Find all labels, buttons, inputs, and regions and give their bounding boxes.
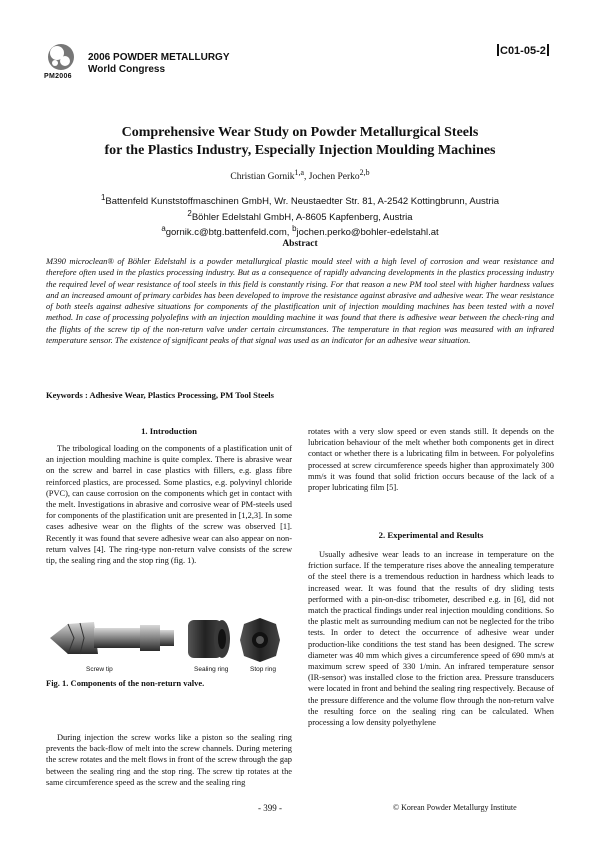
label-sealing-ring: Sealing ring — [194, 666, 229, 673]
paper-code: C01-05-2 — [496, 44, 550, 57]
intro-paragraph-2: During injection the screw works like a piston so the sealing ring prevents the back-flow of melt into the screw channels. During metering the screw rotates and the melt flows in front of the screw through the gap between the sealing ring and the stop ring. The screw tip rotates at the same circumference speed as the screw and the sealing ring — [46, 733, 292, 787]
abstract-text: M390 microclean® of Böhler Edelstahl is a powder metallurgical plastic mould steel with a high level of corrosion and wear resistance and therefore often used in the plastics processing industry. But as a consequence of rapidly advancing developments in the plastics processing industry the required level of wear resistance of tool steels in this field is constantly rising. For that reason a new PM tool steel with higher hardness values and an increased amount of primary carbides has been developed to improve the resistance against abrasive and adhesive wear. The wear resistance of both steels against adhesive situations for components of the plastification unit of injection moulding machines has been tested with a novel method. In case of processing polyolefins with an injection moulding machine it was found that there is adhesive wear between the check-ring and the flights of the screw tip of the non-return valve under certain circumstances. The temperature in that region was measured with an infrared temperature sensor. The existence of significant peaks of that signal was used as an indicator for an adhesive wear situation. — [46, 256, 554, 346]
label-screw-tip: Screw tip — [86, 666, 113, 673]
abstract-heading: Abstract — [282, 239, 318, 249]
label-stop-ring: Stop ring — [250, 666, 277, 673]
authors: Christian Gornik$^{1,a}$, Jochen Perko$^{2,b}$ — [230, 168, 370, 183]
figure-non-return-valve — [46, 608, 292, 670]
paper-title: Comprehensive Wear Study on Powder Metallurgical Steels for the Plastics Industry, Especially Injection Moulding Machines — [104, 125, 496, 158]
section-heading-experimental: 2. Experimental and Results — [378, 530, 484, 540]
conference-name: 2006 POWDER METALLURGY World Congress — [88, 52, 230, 75]
experimental-paragraph-1: Usually adhesive wear leads to an increase in temperature on the friction surface. If the temperature rises above the annealing temperature of the steel there is a tremendous reduction in hardness which leads to increased wear. It was found that the results of dry sliding tests performed with a pin-on-disc tribometer, described e.g. in [6], did not match the practical findings under real injection moulding conditions. So the plastic melt as surrounding medium can not be neglected for the tribo tests. In order to detect the occurrence of adhesive wear under production-like conditions the test stand has been designed. The screw diameter was 40 mm which gives a circumference speed of 690 mm/s at maximum screw speed of 330 1/min. An infrared temperature sensor (IR-sensor) was installed close to the friction area. Pressure transducers were located in front and behind the sealing ring respectively. Because of the pressure difference and the volume flow through the non-return valve the resulting force on the sealing ring can be calculated. When processing a low density polyethylene — [308, 550, 554, 728]
screw-tip-image — [50, 622, 174, 654]
page-number: - 399 - — [258, 803, 282, 813]
affiliations: $^1$Battenfeld Kunststoffmaschinen GmbH, Wr. Neustaedter Str. 81, A-2542 Kottingbrunn, Austria $^2$Böhler Edelstahl GmbH, A-8605 Kapfenberg, Austria $^a$gornik.c@btg.battenfeld.com, $^b$jochen.perko@bohler-edelstahl.at — [101, 193, 499, 239]
intro-paragraph-3: rotates with a very slow speed or even stands still. It depends on the lubrication behaviour of the melt whether both components get in direct contact or whether there is a lubricating film in between. For polyolefins processed at screw circumference speeds higher than approximately 300 mm/s it was found that solid friction occurs because of the lack of a proper lubricating film [5]. — [308, 427, 554, 493]
sealing-ring-image — [188, 620, 230, 658]
copyright-notice: © Korean Powder Metallurgy Institute — [393, 803, 517, 812]
section-heading-introduction: 1. Introduction — [141, 426, 197, 436]
logo-text: PM2006 — [44, 73, 72, 80]
keywords: Keywords : Adhesive Wear, Plastics Processing, PM Tool Steels — [46, 390, 274, 400]
intro-paragraph-1: The tribological loading on the components of a plastification unit of an injection moulding machine is quite complex. There is abrasive wear on the screw and barrel in case plastics with fillers, e.g. glass fibre reinforced plastics, are processed. Some plastics, e.g. polyvinyl chloride (PVC), can cause corrosion on the components which get in contact with the melt. Investigations in abrasive and corrosive wear of PM-steels used for components of the plastification unit are presented in [1,2,3]. In some cases adhesive wear on the flights of the screw was observed [1]. Recently it was found that severe adhesive wear can also appear on non-return valves [4]. The ring-type non-return valve consists of the screw tip, the sealing ring and the stop ring (fig. 1). — [46, 444, 292, 566]
stop-ring-image — [240, 618, 280, 662]
figure-caption: Fig. 1. Components of the non-return valve. — [46, 678, 205, 688]
code-bar-left-icon — [497, 44, 499, 56]
code-bar-right-icon — [547, 44, 549, 56]
